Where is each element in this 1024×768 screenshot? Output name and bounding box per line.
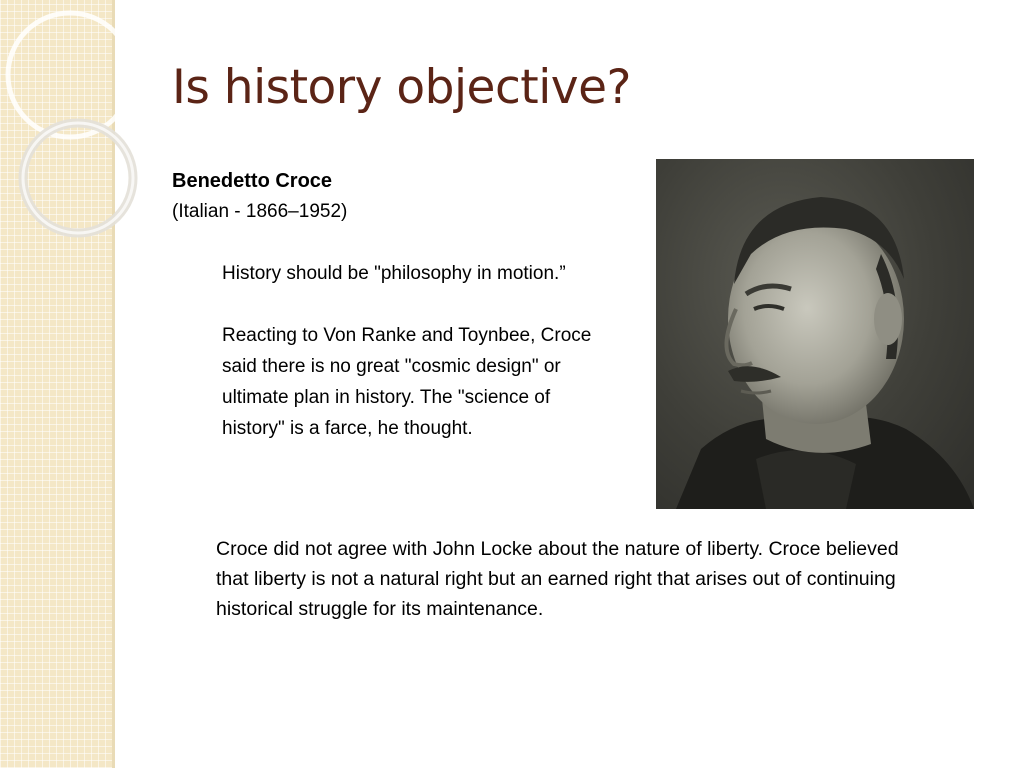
quote-block bbox=[222, 258, 617, 444]
reaction-paragraph: Reacting to Von Ranke and Toynbee, Croce said there is no great "cosmic design" or ultimate plan in history. The "science of history" is a farce, he thought. bbox=[222, 325, 592, 439]
slide-title: Is history objective? bbox=[172, 60, 631, 115]
person-name: Benedetto Croce bbox=[172, 170, 333, 192]
portrait-photo bbox=[656, 159, 974, 509]
person-info: (Italian - 1866–1952) bbox=[172, 201, 348, 222]
decorative-rings bbox=[0, 0, 160, 260]
quote-paragraph: History should be "philosophy in motion.” bbox=[222, 263, 566, 284]
liberty-paragraph: Croce did not agree with John Locke about the nature of liberty. Croce believed that liberty is not a natural right but an earned right that arises out of continuing historical struggle for its maintenance. bbox=[216, 538, 899, 620]
